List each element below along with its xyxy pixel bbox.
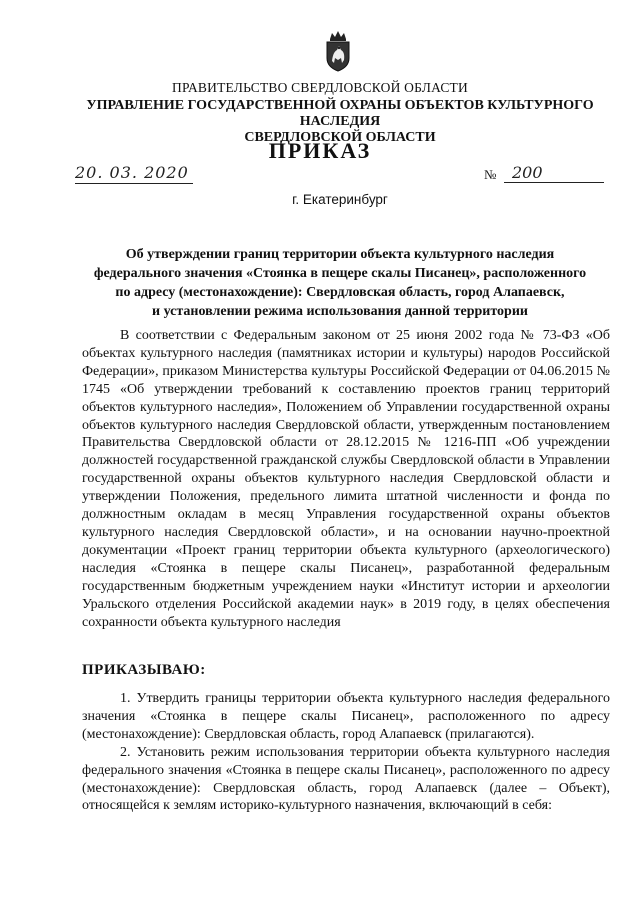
department-line-1: УПРАВЛЕНИЕ ГОСУДАРСТВЕННОЙ ОХРАНЫ ОБЪЕКТОВ КУЛЬТУРНОГО НАСЛЕДИЯ bbox=[86, 98, 594, 129]
order-item-1: 1. Утвердить границы территории объекта культурного наследия федерального значения «Стоянка в пещере скалы Писанец», расположенного по адресу (местонахождение): Свердловская область, город Алапаевск (прилагаются). bbox=[82, 691, 610, 742]
order-date: 20. 03. 2020 bbox=[75, 163, 193, 184]
order-items bbox=[82, 690, 610, 815]
coat-of-arms-icon bbox=[321, 30, 355, 72]
preamble-paragraph: В соответствии с Федеральным законом от 25 июня 2002 года № 73-ФЗ «Об объектах культурного наследия (памятниках истории и культуры) народов Российской Федерации», приказом Министерства культуры Российской Федерации от 04.06.2015 № 1745 «Об утверждении требований к составлению проектов границ территорий объектов культурного наследия», Положением об Управлении государственной охраны объектов культурного наследия Свердловской области, утвержденным постановлением Правительства Свердловской области от 28.12.2015 № 1216-ПП «Об учреждении должностей государственной гражданской службы Свердловской области в Управлении государственной охраны объектов культурного наследия Свердловской области и утверждении Положения, предельного лимита штатной численности и фонда по должностным окладам в месяц Управления государственной охраны объектов культурного наследия Свердловской области», и на основании научно-проектной документации «Проект границ территории объекта культурного (археологического) наследия «Стоянка в пещере скалы Писанец», разработанной федеральным государственным бюджетным учреждением науки «Институт истории и археологии Уральского отделения Российской академии наук» в 2019 году, в целях обеспечения сохранности объекта культурного наследия bbox=[82, 328, 610, 630]
subject-line-3: по адресу (местонахождение): Свердловская область, город Алапаевск, bbox=[115, 285, 565, 300]
number-label: № bbox=[484, 167, 497, 182]
preamble-section bbox=[82, 327, 610, 631]
subject-line-1: Об утверждении границ территории объекта культурного наследия bbox=[125, 247, 555, 262]
order-word: ПРИКАЗЫВАЮ: bbox=[82, 662, 206, 678]
city: г. Екатеринбург bbox=[292, 192, 388, 207]
order-number: 200 bbox=[504, 163, 604, 183]
order-item-2: 2. Установить режим использования территории объекта культурного наследия федерального значения «Стоянка в пещере скалы Писанец», расположенного по адресу (местонахождение): Свердловская область, город Алапаевск (далее – Объект), относящейся к землям историко-культурного назначения, включающий в себя: bbox=[82, 744, 610, 814]
document-title: ПРИКАЗ bbox=[268, 138, 372, 163]
subject-line-2: федерального значения «Стоянка в пещере скалы Писанец», расположенного bbox=[93, 266, 587, 281]
department-line-2: СВЕРДЛОВСКОЙ ОБЛАСТИ bbox=[244, 130, 436, 145]
government-name: ПРАВИТЕЛЬСТВО СВЕРДЛОВСКОЙ ОБЛАСТИ bbox=[172, 80, 468, 95]
order-subject bbox=[70, 245, 610, 321]
subject-line-4: и установлении режима использования данной территории bbox=[152, 304, 528, 319]
